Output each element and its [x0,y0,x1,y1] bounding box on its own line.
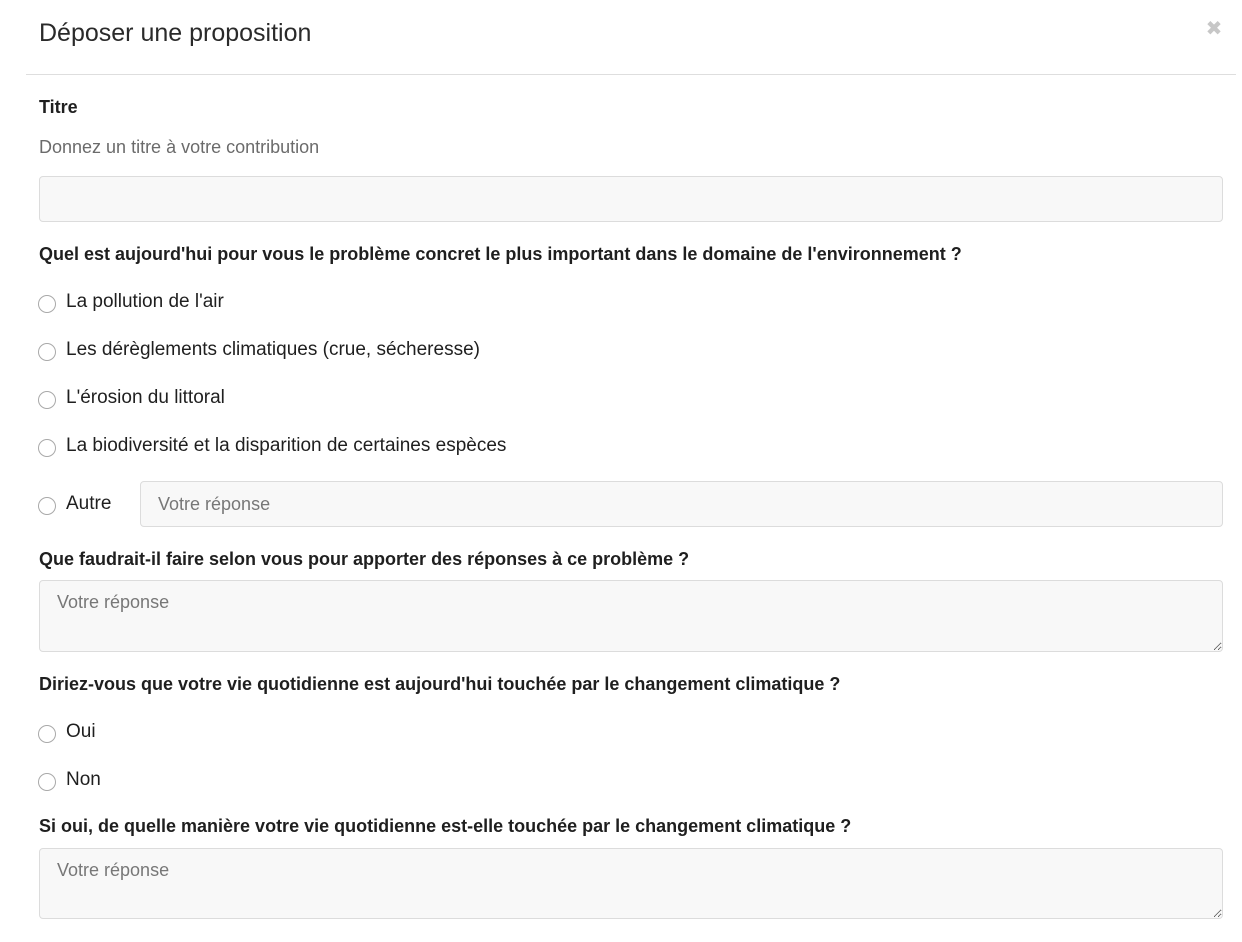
title-field-help: Donnez un titre à votre contribution [39,137,320,157]
close-button[interactable] [1204,18,1224,40]
radio-button[interactable] [38,439,56,457]
radio-option-label: La pollution de l'air [66,291,224,312]
radio-option-label: La biodiversité et la disparition de certaines espèces [66,435,507,456]
modal-header [26,0,1236,75]
radio-option-label: Oui [66,721,96,742]
radio-option-label: Autre [66,493,112,514]
title-field-label: Titre [39,97,78,117]
radio-button[interactable] [38,343,56,361]
modal-title: Déposer une proposition [39,19,312,47]
radio-option-label: L'érosion du littoral [66,387,225,408]
radio-button[interactable] [38,391,56,409]
radio-button[interactable] [38,497,56,515]
radio-option-air-pollution[interactable] [38,289,224,315]
radio-button[interactable] [38,773,56,791]
radio-option-no[interactable] [38,767,101,793]
radio-button[interactable] [38,725,56,743]
question3-label: Diriez-vous que votre vie quotidienne est aujourd'hui touchée par le changement climatique ? [39,674,841,694]
radio-button[interactable] [38,295,56,313]
question2-textarea[interactable] [39,580,1223,652]
radio-option-label: Les dérèglements climatiques (crue, sécheresse) [66,339,480,360]
radio-option-other[interactable] [38,491,111,517]
other-answer-input[interactable] [140,481,1223,527]
question4-label: Si oui, de quelle manière votre vie quotidienne est-elle touchée par le changement climatique ? [39,816,852,836]
question2-label: Que faudrait-il faire selon vous pour apporter des réponses à ce problème ? [39,549,690,569]
question1-label: Quel est aujourd'hui pour vous le problème concret le plus important dans le domaine de l'environnement ? [39,244,962,264]
radio-option-climate-disruption[interactable] [38,337,480,363]
radio-option-coastal-erosion[interactable] [38,385,225,411]
radio-option-label: Non [66,769,101,790]
title-input[interactable] [39,176,1223,222]
radio-option-yes[interactable] [38,719,96,745]
close-icon[interactable]: ✖ [1205,18,1223,40]
radio-option-biodiversity[interactable] [38,433,506,459]
question4-textarea[interactable] [39,848,1223,919]
